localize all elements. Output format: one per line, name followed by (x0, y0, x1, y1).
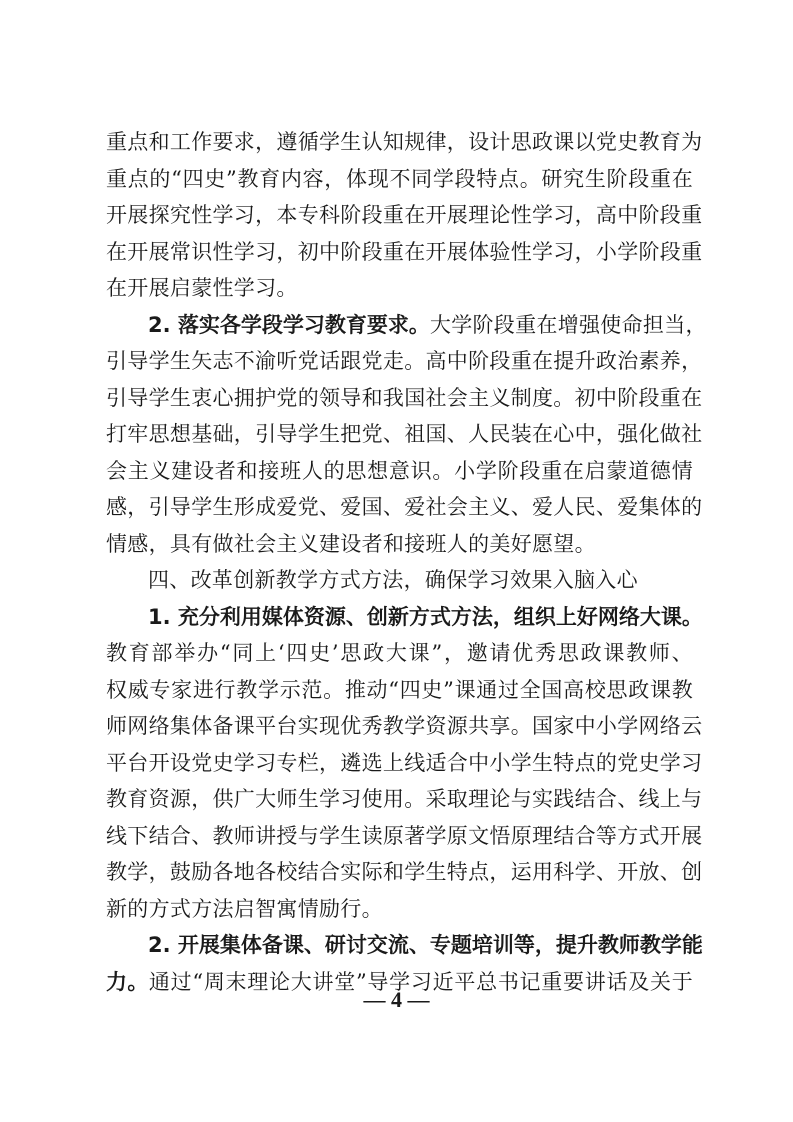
body-line-21 (106, 854, 703, 891)
section-1-heading-line (106, 599, 703, 636)
body-line-17 (106, 708, 703, 745)
document-body (106, 124, 707, 1000)
body-line-4 (106, 234, 703, 271)
body-line-3 (106, 197, 703, 234)
body-text: 开展探究性学习，本专科阶段重在开展理论性学习，高中阶段重 (106, 203, 703, 227)
body-text: 教育部举办“同上‘四史’思政大课”，邀请优秀思政课教师、 (106, 641, 693, 665)
body-text: 教育资源，供广大师生学习使用。采取理论与实践结合、线上与 (106, 787, 703, 811)
body-line-22 (106, 891, 693, 928)
body-text: 重点和工作要求，遵循学生认知规律，设计思政课以党史教育为 (106, 130, 703, 154)
item-heading: 2. 开展集体备课、研讨交流、专题培训等，提升教师教学能 (148, 933, 703, 957)
section-heading: 四、改革创新教学方式方法，确保学习效果入脑入心 (148, 568, 638, 592)
body-text: 权威专家进行教学示范。推动“四史”课通过全国高校思政课教 (106, 677, 693, 702)
body-text: 引导学生矢志不渝听党话跟党走。高中阶段重在提升政治素养， (106, 349, 703, 373)
body-text: 线下结合、教师讲授与学生读原著学原文悟原理结合等方式开展 (106, 823, 703, 848)
body-line-15 (106, 635, 693, 672)
body-line-18 (106, 745, 703, 782)
body-text: 会主义建设者和接班人的思想意识。小学阶段重在启蒙道德情 (106, 458, 693, 483)
item-heading: 1. 充分利用媒体资源、创新方式方法，组织上好网络大课。 (148, 604, 703, 629)
body-text: 重点的“四史”教育内容，体现不同学段特点。研究生阶段重在 (106, 166, 693, 191)
body-text: 在开展启蒙性学习。 (106, 276, 298, 300)
item-heading: 2. 落实各学段学习教育要求。 (148, 312, 430, 337)
body-text: 通过“周末理论大讲堂”导学习近平总书记重要讲话及关于 (148, 969, 693, 994)
body-text: 情感，具有做社会主义建设者和接班人的美好愿望。 (106, 531, 596, 556)
body-text: 教学，鼓励各地各校结合实际和学生特点，运用科学、开放、创 (106, 860, 703, 884)
section-heading-4 (106, 562, 693, 599)
section-2b-heading-line (106, 927, 703, 964)
body-line-16 (106, 672, 693, 709)
body-text: 师网络集体备课平台实现优秀教学资源共享。国家中小学网络云 (106, 714, 703, 738)
body-line-11 (106, 489, 703, 526)
item-heading: 力。 (106, 969, 149, 994)
body-line-5 (106, 270, 693, 307)
body-text: 大学阶段重在增强使命担当， (429, 312, 707, 337)
body-line-10 (106, 453, 693, 490)
body-line-20 (106, 818, 703, 855)
body-line-2 (106, 161, 693, 198)
body-text: 新的方式方法启智寓情励行。 (106, 896, 383, 921)
body-line-12 (106, 526, 693, 563)
body-text: 平台开设党史学习专栏，遴选上线适合中小学生特点的党史学习 (106, 750, 703, 775)
body-text: 在开展常识性学习，初中阶段重在开展体验性学习，小学阶段重 (106, 239, 703, 264)
body-text: 感，引导学生形成爱党、爱国、爱社会主义、爱人民、爱集体的 (106, 495, 703, 519)
body-line-9 (106, 416, 703, 453)
body-text: 引导学生衷心拥护党的领导和我国社会主义制度。初中阶段重在 (106, 385, 703, 410)
body-line-1 (106, 124, 703, 161)
body-line-8 (106, 380, 703, 417)
page-number: — 4 — (363, 987, 430, 1012)
body-text: 打牢思想基础，引导学生把党、祖国、人民装在心中，强化做社 (106, 422, 703, 446)
body-line-7 (106, 343, 703, 380)
section-2-line-1 (106, 307, 707, 344)
body-line-19 (106, 781, 703, 818)
